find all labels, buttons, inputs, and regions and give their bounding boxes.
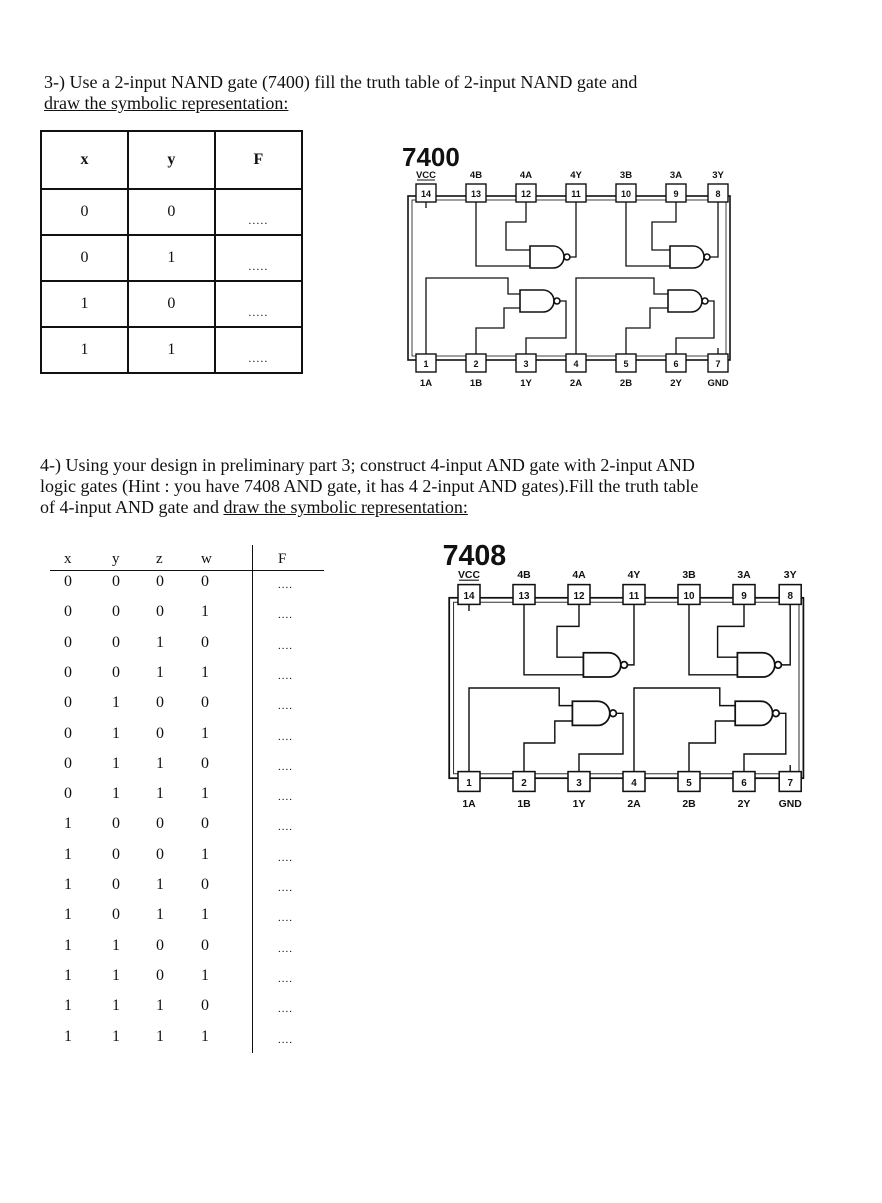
cell-x: 0: [64, 633, 72, 651]
pin-top-number: 10: [620, 189, 632, 199]
cell-x: 1: [64, 815, 72, 833]
gate-2-bubble: [702, 298, 708, 304]
cell-x: 1: [41, 281, 128, 327]
table-row: [41, 281, 302, 327]
pin-bottom-label: 2B: [619, 378, 633, 389]
cell-z: 0: [156, 815, 164, 833]
gate-4-symbol: [530, 246, 564, 268]
table-header-row: [41, 131, 302, 189]
internal-wire: [476, 308, 520, 354]
chip-title: 7408: [442, 539, 507, 572]
pin-top-number: 9: [741, 590, 747, 602]
chip-group: [443, 540, 804, 810]
cell-f: .....: [215, 235, 302, 281]
cell-z: 0: [156, 603, 164, 621]
cell-y: 1: [112, 936, 120, 954]
cell-z: 0: [156, 966, 164, 984]
cell-f: ....: [278, 851, 293, 864]
cell-x: 1: [64, 966, 72, 984]
header-y: y: [128, 131, 215, 189]
cell-y: 1: [112, 1027, 120, 1045]
cell-w: 0: [201, 573, 209, 590]
cell-z: 1: [156, 1027, 164, 1045]
cell-x: 1: [64, 906, 72, 924]
cell-w: 1: [201, 603, 209, 621]
internal-wire: [652, 202, 676, 250]
cell-f: ....: [278, 1033, 293, 1046]
pin-bottom-label: 1A: [419, 378, 433, 389]
internal-wire: [634, 688, 735, 772]
cell-f: ....: [278, 882, 293, 894]
internal-wire: [626, 202, 670, 266]
cell-w: 1: [201, 845, 209, 863]
cell-w: 0: [201, 694, 209, 712]
pin-top-number: 14: [420, 189, 432, 199]
cell-z: 1: [156, 663, 164, 681]
pin-bottom-number: 5: [623, 359, 629, 369]
cell-x: 0: [64, 754, 72, 772]
gate-2-symbol: [668, 290, 702, 312]
pin-top-label: 3A: [737, 570, 751, 581]
pin-top-label: 4B: [469, 170, 483, 181]
cell-z: 1: [156, 785, 164, 803]
internal-wire: [627, 604, 634, 665]
gate-1-symbol: [520, 290, 554, 312]
pin-top-number: 11: [628, 590, 640, 602]
cell-f: .....: [215, 281, 302, 327]
cell-w: 0: [201, 633, 209, 651]
pin-top-number: 10: [683, 590, 695, 602]
table-row: [41, 235, 302, 281]
pin-bottom-label: GND: [778, 798, 802, 810]
cell-f: ....: [278, 579, 293, 591]
cell-w: 1: [201, 785, 209, 803]
cell-y: 0: [112, 845, 120, 863]
cell-x: 1: [64, 936, 72, 954]
cell-f: ....: [278, 700, 293, 713]
cell-x: 1: [64, 845, 72, 863]
pin-bottom-number: 7: [715, 359, 721, 369]
question4-text: [40, 455, 698, 518]
internal-wire: [576, 278, 668, 354]
cell-w: 0: [201, 997, 209, 1015]
internal-wire: [469, 688, 572, 772]
internal-wire: [557, 604, 583, 657]
cell-w: 1: [201, 906, 209, 924]
pin-bottom-number: 4: [631, 777, 637, 789]
cell-y: 1: [128, 235, 215, 281]
gate-4-bubble: [564, 254, 570, 260]
pin-top-label: 3Y: [712, 170, 724, 181]
internal-wire: [426, 278, 520, 354]
pin-top-number: 11: [571, 189, 581, 199]
cell-f: ....: [278, 609, 293, 622]
cell-w: 1: [201, 966, 209, 984]
pin-top-label: 4Y: [570, 170, 582, 181]
gate-2-symbol: [735, 701, 772, 725]
pin-top-number: 13: [470, 189, 482, 199]
cell-z: 1: [156, 997, 164, 1015]
pin-bottom-label: 1B: [469, 378, 483, 389]
cell-z: 1: [156, 906, 164, 924]
question4-line2: logic gates (Hint : you have 7408 AND gate, it has 4 2-input AND gates).Fill the truth table: [40, 476, 699, 496]
pin-bottom-label: GND: [707, 378, 729, 389]
pin-bottom-number: 2: [473, 359, 479, 369]
cell-z: 0: [156, 694, 164, 712]
cell-f: ....: [278, 972, 293, 985]
pin-top-number: 8: [787, 590, 793, 602]
pin-bottom-label: 2A: [627, 798, 641, 810]
cell-w: 0: [201, 876, 209, 893]
chip-title: 7400: [402, 142, 460, 172]
header-f: F: [278, 551, 287, 567]
cell-f: ....: [278, 791, 293, 804]
cell-x: 0: [64, 694, 72, 712]
pin-top-number: 9: [673, 189, 679, 199]
question3-line2: draw the symbolic representation:: [44, 93, 289, 113]
cell-x: 0: [64, 663, 72, 681]
cell-y: 0: [112, 815, 120, 833]
pin-top-label: VCC: [457, 570, 481, 581]
pin-bottom-number: 6: [673, 359, 679, 369]
internal-wire: [524, 721, 572, 772]
table-row: [41, 189, 302, 235]
pin-top-label: VCC: [415, 170, 437, 181]
cell-f: ....: [278, 821, 293, 834]
gate-4-symbol: [583, 653, 620, 677]
pin-top-label: 4B: [517, 570, 531, 581]
cell-z: 1: [156, 876, 164, 893]
pin-top-label: 3A: [669, 170, 683, 181]
gate-4-bubble: [621, 662, 628, 669]
gate-3-bubble: [775, 662, 782, 669]
pin-top-label: 4A: [572, 570, 586, 581]
pin-bottom-label: 1Y: [572, 798, 586, 810]
pin-bottom-label: 2B: [682, 798, 696, 810]
gate-3-symbol: [670, 246, 704, 268]
header-x: x: [64, 551, 72, 567]
internal-wire: [718, 604, 744, 657]
question4-line3: of 4-input AND gate and draw the symbolic representation:: [40, 497, 468, 517]
pin-bottom-label: 2Y: [737, 798, 751, 810]
pin-bottom-label: 2A: [569, 378, 583, 389]
header-y: y: [112, 551, 120, 567]
pin-top-number: 14: [463, 590, 475, 602]
internal-wire: [524, 604, 583, 674]
cell-y: 1: [112, 966, 120, 984]
pin-bottom-number: 6: [741, 777, 747, 789]
pin-top-number: 12: [573, 590, 585, 602]
cell-w: 1: [201, 663, 209, 681]
cell-z: 1: [156, 633, 164, 651]
gate-1-symbol: [572, 701, 609, 725]
pin-top-label: 3B: [619, 170, 633, 181]
gate-1-bubble: [610, 710, 617, 717]
header-x: x: [41, 131, 128, 189]
table-column-divider: [252, 545, 253, 1053]
internal-wire: [689, 721, 735, 772]
chip-7408-pinout-diagram: [436, 534, 822, 840]
chip-group: [402, 142, 730, 389]
cell-z: 1: [156, 754, 164, 772]
cell-y: 0: [128, 281, 215, 327]
pin-bottom-label: 1B: [517, 798, 531, 810]
internal-wire: [710, 202, 718, 257]
pin-top-label: 3B: [682, 570, 696, 581]
cell-w: 1: [201, 724, 209, 742]
cell-y: 1: [112, 724, 120, 742]
cell-x: 0: [64, 785, 72, 803]
pin-bottom-label: 1A: [462, 798, 476, 810]
internal-wire: [570, 202, 576, 257]
pin-top-label: 4A: [519, 170, 533, 181]
gate-2-bubble: [773, 710, 780, 717]
cell-f: ....: [278, 730, 293, 743]
cell-x: 0: [41, 189, 128, 235]
cell-x: 0: [41, 235, 128, 281]
gate-3-symbol: [737, 653, 774, 677]
header-w: w: [201, 551, 212, 567]
cell-x: 0: [64, 573, 72, 590]
pin-bottom-number: 5: [686, 777, 692, 789]
cell-y: 0: [112, 633, 120, 651]
question3-line1: 3-) Use a 2-input NAND gate (7400) fill the truth table of 2-input NAND gate and: [44, 72, 638, 92]
table-header-underline: [50, 570, 324, 571]
internal-wire: [506, 202, 530, 250]
cell-f: ....: [278, 639, 293, 652]
internal-wire: [744, 713, 786, 771]
internal-wire: [781, 604, 790, 665]
cell-w: 1: [201, 1027, 209, 1045]
table-row: [41, 327, 302, 373]
question3-text: [44, 72, 637, 114]
pin-bottom-number: 3: [523, 359, 529, 369]
gate-1-bubble: [554, 298, 560, 304]
cell-f: ....: [278, 942, 293, 955]
cell-y: 0: [112, 876, 120, 893]
internal-wire: [579, 713, 623, 771]
cell-w: 0: [201, 754, 209, 772]
cell-w: 0: [201, 936, 209, 954]
cell-z: 0: [156, 724, 164, 742]
cell-f: ....: [278, 912, 293, 925]
cell-y: 1: [128, 327, 215, 373]
pin-bottom-label: 1Y: [520, 378, 532, 389]
nand-truth-table: [40, 130, 303, 374]
cell-x: 1: [64, 997, 72, 1015]
internal-wire: [676, 301, 714, 354]
pin-top-number: 12: [520, 189, 532, 199]
chip-7400-pinout-diagram: [396, 138, 756, 398]
cell-y: 0: [112, 603, 120, 621]
cell-x: 1: [64, 1027, 72, 1045]
cell-y: 0: [128, 189, 215, 235]
internal-wire: [689, 604, 737, 674]
pin-bottom-label: 2Y: [670, 378, 682, 389]
cell-f: ....: [278, 669, 293, 682]
pin-bottom-number: 3: [576, 777, 582, 789]
cell-y: 1: [112, 997, 120, 1015]
cell-x: 0: [64, 603, 72, 621]
cell-f: ....: [278, 760, 293, 773]
cell-f: .....: [215, 327, 302, 373]
pin-bottom-number: 1: [423, 359, 429, 369]
cell-x: 1: [41, 327, 128, 373]
cell-w: 0: [201, 815, 209, 833]
internal-wire: [476, 202, 530, 266]
pin-bottom-number: 2: [521, 777, 527, 789]
cell-y: 0: [112, 906, 120, 924]
pin-top-number: 13: [518, 590, 530, 602]
cell-y: 1: [112, 694, 120, 712]
gate-3-bubble: [704, 254, 710, 260]
pin-top-label: 3Y: [783, 570, 797, 581]
internal-wire: [626, 308, 668, 354]
cell-f: .....: [215, 189, 302, 235]
cell-z: 0: [156, 845, 164, 863]
pin-bottom-number: 7: [787, 777, 793, 789]
cell-y: 1: [112, 785, 120, 803]
cell-f: ....: [278, 1003, 293, 1016]
pin-bottom-number: 4: [573, 359, 579, 369]
pin-top-label: 4Y: [627, 570, 641, 581]
cell-y: 0: [112, 573, 120, 590]
cell-y: 0: [112, 663, 120, 681]
pin-bottom-number: 1: [466, 777, 472, 789]
cell-y: 1: [112, 754, 120, 772]
cell-x: 0: [64, 724, 72, 742]
question4-line1: 4-) Using your design in preliminary part 3; construct 4-input AND gate with 2-input AND: [40, 455, 695, 475]
header-f: F: [215, 131, 302, 189]
cell-x: 1: [64, 876, 72, 893]
header-z: z: [156, 551, 163, 567]
internal-wire: [526, 301, 566, 354]
pin-top-number: 8: [715, 189, 721, 199]
cell-z: 0: [156, 936, 164, 954]
cell-z: 0: [156, 573, 164, 590]
